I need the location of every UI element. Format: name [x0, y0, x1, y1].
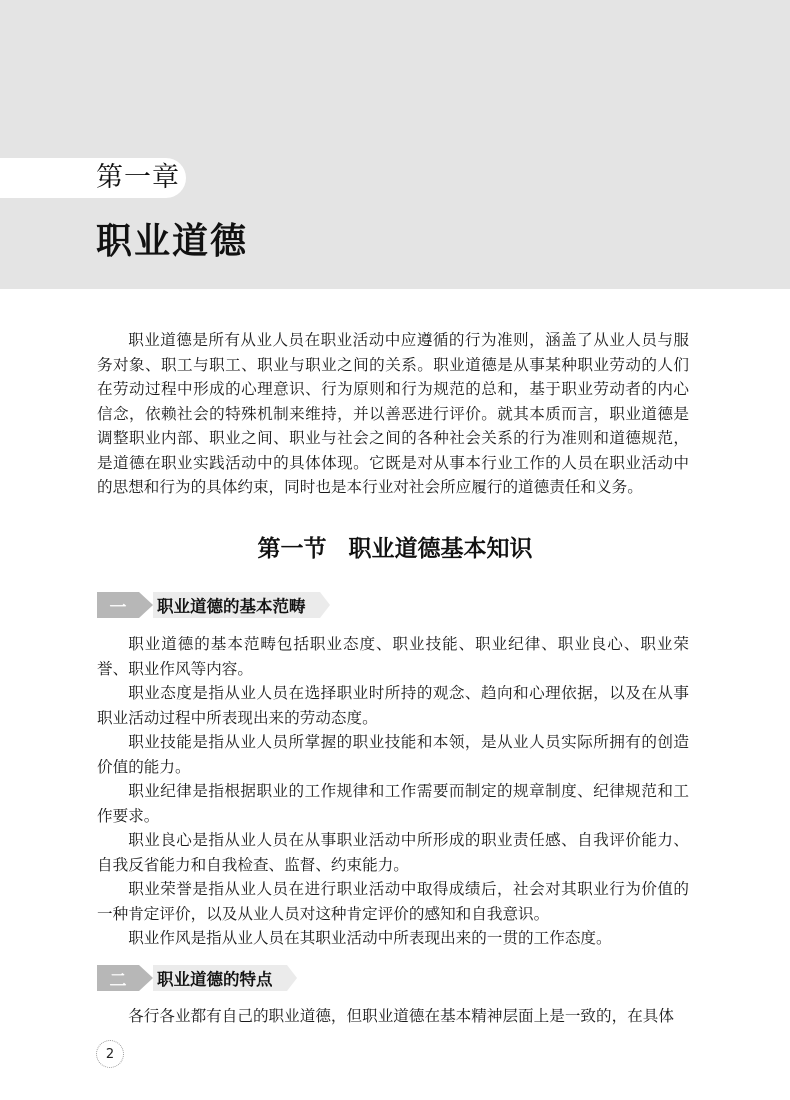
subsection-heading-1	[97, 592, 330, 618]
chevron-right-icon	[139, 965, 153, 991]
subsection-number-badge: 一	[97, 592, 139, 618]
subsection-heading-2	[97, 965, 297, 991]
page-number: 2	[96, 1040, 124, 1068]
body-paragraph: 职业技能是指从业人员所掌握的职业技能和本领，是从业人员实际所拥有的创造价值的能力。	[97, 733, 689, 776]
chapter-number: 第一章	[96, 162, 180, 193]
body-paragraph: 职业态度是指从业人员在选择职业时所持的观念、趋向和心理依据，以及在从事职业活动过程中所表现出来的劳动态度。	[97, 684, 689, 727]
body-paragraph: 职业道德的基本范畴包括职业态度、职业技能、职业纪律、职业良心、职业荣誉、职业作风等内容。	[97, 635, 689, 678]
section-number: 第一节	[257, 535, 327, 562]
subsection-number-badge: 二	[97, 965, 139, 991]
chevron-right-icon	[139, 592, 153, 618]
label-tail-shape	[287, 965, 297, 991]
label-tail-shape	[320, 592, 330, 618]
subsection-title: 职业道德的基本范畴	[153, 592, 320, 618]
intro-paragraph: 职业道德是所有从业人员在职业活动中应遵循的行为准则，涵盖了从业人员与服务对象、职工与职工、职业与职业之间的关系。职业道德是从事某种职业劳动的人们在劳动过程中形成的心理意识、行为原则和行为规范的总和，基于职业劳动者的内心信念，依赖社会的特殊机制来维持，并以善恶进行评价。就其本质而言，职业道德是调整职业内部、职业之间、职业与社会之间的各种社会关系的行为准则和道德规范，是道德在职业实践活动中的具体体现。它既是对从事本行业工作的人员在职业活动中的思想和行为的具体约束，同时也是本行业对社会所应履行的道德责任和义务。	[97, 331, 689, 496]
section-title	[0, 533, 790, 565]
body-paragraph: 各行各业都有自己的职业道德，但职业道德在基本精神层面上是一致的，在具体	[128, 1007, 674, 1025]
chapter-title: 职业道德	[96, 221, 249, 262]
body-paragraph: 职业荣誉是指从业人员在进行职业活动中取得成绩后，社会对其职业行为价值的一种肯定评价，以及从业人员对这种肯定评价的感知和自我意识。	[97, 880, 689, 923]
body-paragraph: 职业纪律是指根据职业的工作规律和工作需要而制定的规章制度、纪律规范和工作要求。	[97, 782, 689, 825]
section-name: 职业道德基本知识	[348, 535, 533, 562]
body-paragraph: 职业作风是指从业人员在其职业活动中所表现出来的一贯的工作态度。	[128, 929, 612, 947]
subsection-title: 职业道德的特点	[153, 965, 287, 991]
body-paragraph: 职业良心是指从业人员在从事职业活动中所形成的职业责任感、自我评价能力、自我反省能力和自我检查、监督、约束能力。	[97, 831, 689, 874]
